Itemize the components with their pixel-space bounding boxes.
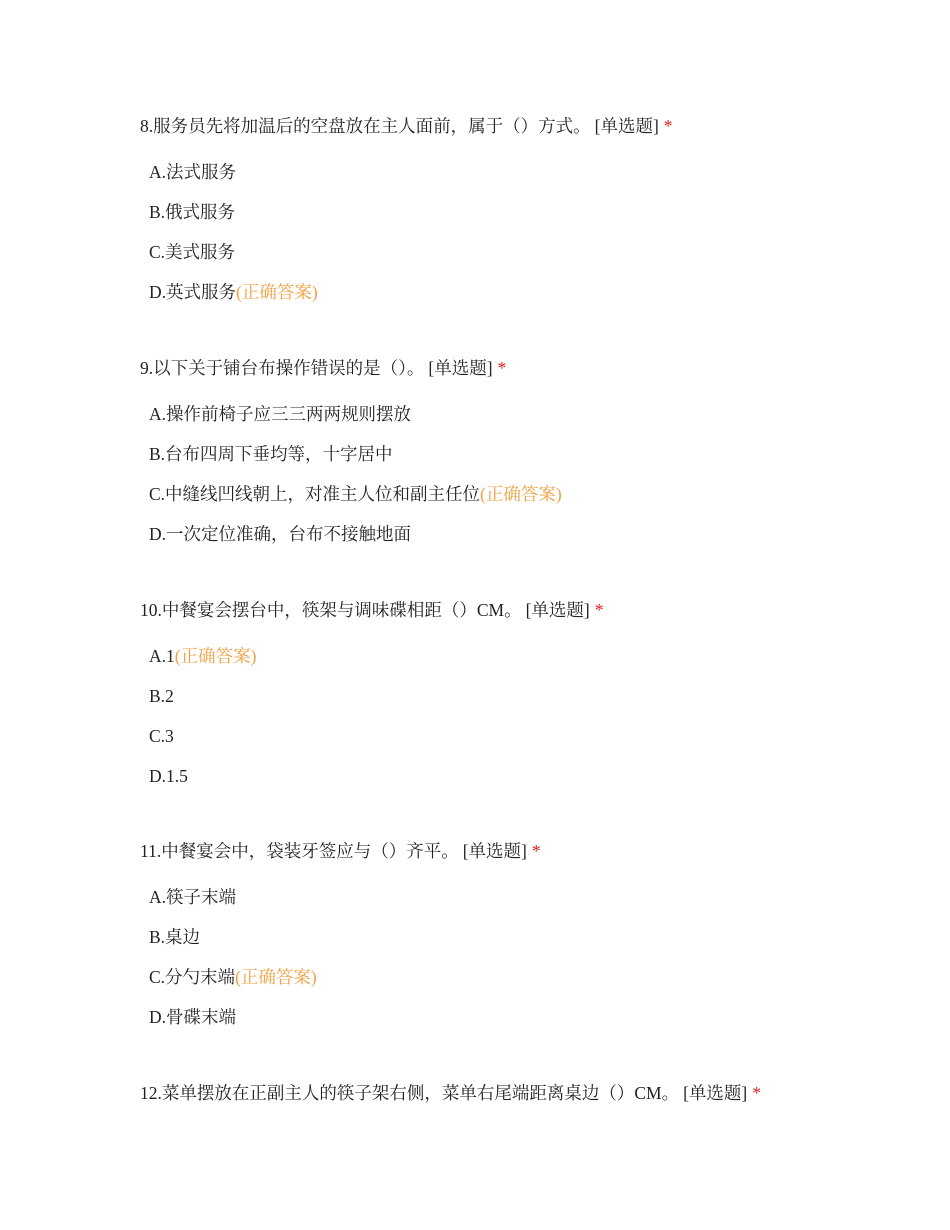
question-8	[140, 114, 920, 320]
question-9	[140, 356, 920, 562]
option-d: D.骨碟末端	[149, 1007, 237, 1027]
option-c: C.美式服务	[149, 242, 236, 262]
question-12	[140, 1081, 920, 1105]
option-c: C.分勺末端(正确答案)	[149, 967, 317, 987]
required-mark: *	[594, 600, 604, 620]
question-title	[140, 839, 920, 863]
correct-answer-tag: (正确答案)	[235, 967, 317, 987]
required-mark: *	[752, 1083, 762, 1103]
option-b: B.台布四周下垂均等，十字居中	[149, 444, 393, 464]
question-title	[140, 114, 920, 138]
question-type: [单选题]	[462, 841, 527, 861]
option-a: A.1(正确答案)	[149, 646, 257, 666]
question-type: [单选题]	[594, 116, 659, 136]
question-10	[140, 598, 920, 804]
required-mark: *	[531, 841, 541, 861]
correct-answer-tag: (正确答案)	[236, 282, 318, 302]
question-title	[140, 1081, 920, 1105]
options-list	[149, 402, 920, 562]
options-list	[149, 885, 920, 1045]
correct-answer-tag: (正确答案)	[480, 484, 562, 504]
question-text: 9.以下关于铺台布操作错误的是（）。	[140, 358, 425, 378]
options-list	[149, 160, 920, 320]
option-b: B.2	[149, 686, 174, 706]
option-b: B.桌边	[149, 927, 201, 947]
question-text: 8.服务员先将加温后的空盘放在主人面前，属于（）方式。	[140, 116, 591, 136]
options-list	[149, 644, 920, 804]
required-mark: *	[497, 358, 507, 378]
option-c: C.3	[149, 726, 174, 746]
question-type: [单选题]	[525, 600, 590, 620]
option-b: B.俄式服务	[149, 202, 236, 222]
option-d: D.英式服务(正确答案)	[149, 282, 318, 302]
question-text: 11.中餐宴会中，袋装牙签应与（）齐平。	[140, 841, 459, 861]
option-d: D.1.5	[149, 766, 188, 786]
option-c: C.中缝线凹线朝上，对准主人位和副主任位(正确答案)	[149, 484, 562, 504]
correct-answer-tag: (正确答案)	[174, 646, 257, 666]
question-text: 12.菜单摆放在正副主人的筷子架右侧，菜单右尾端距离桌边（）CM。	[140, 1083, 680, 1103]
option-a: A.法式服务	[149, 162, 237, 182]
question-type: [单选题]	[683, 1083, 748, 1103]
question-text: 10.中餐宴会摆台中，筷架与调味碟相距（）CM。	[140, 600, 522, 620]
question-11	[140, 839, 920, 1045]
option-a: A.筷子末端	[149, 887, 237, 907]
question-title	[140, 598, 920, 622]
option-d: D.一次定位准确，台布不接触地面	[149, 524, 412, 544]
question-type: [单选题]	[428, 358, 493, 378]
required-mark: *	[663, 116, 673, 136]
option-a: A.操作前椅子应三三两两规则摆放	[149, 404, 412, 424]
question-title	[140, 356, 920, 380]
